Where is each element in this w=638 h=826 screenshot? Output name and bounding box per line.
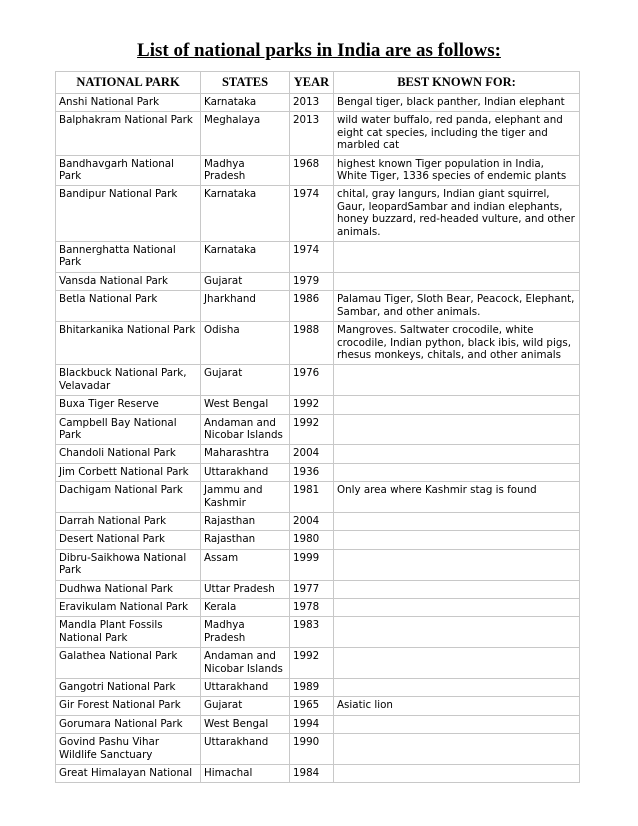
- park-state: Jharkhand: [201, 291, 290, 322]
- park-known-for: wild water buffalo, red panda, elephant and eight cat species, including the tiger and marbled cat: [334, 112, 580, 155]
- park-state: Kerala: [201, 599, 290, 617]
- park-state: Andaman and Nicobar Islands: [201, 414, 290, 445]
- table-row: [56, 186, 580, 242]
- park-known-for: [334, 242, 580, 273]
- park-name: Great Himalayan National: [56, 765, 201, 783]
- park-name: Mandla Plant Fossils National Park: [56, 617, 201, 648]
- park-name: Bhitarkanika National Park: [56, 322, 201, 365]
- park-name: Dachigam National Park: [56, 482, 201, 513]
- park-year: 1968: [290, 155, 334, 186]
- park-name: Gangotri National Park: [56, 679, 201, 697]
- park-known-for: [334, 512, 580, 530]
- park-name: Gir Forest National Park: [56, 697, 201, 715]
- park-state: Himachal: [201, 765, 290, 783]
- park-year: 2013: [290, 112, 334, 155]
- park-name: Jim Corbett National Park: [56, 463, 201, 481]
- park-known-for: [334, 599, 580, 617]
- park-state: Assam: [201, 549, 290, 580]
- park-state: Uttar Pradesh: [201, 580, 290, 598]
- park-known-for: Palamau Tiger, Sloth Bear, Peacock, Elephant, Sambar, and other animals.: [334, 291, 580, 322]
- park-state: Madhya Pradesh: [201, 155, 290, 186]
- park-name: Blackbuck National Park, Velavadar: [56, 365, 201, 396]
- park-name: Buxa Tiger Reserve: [56, 396, 201, 414]
- park-known-for: [334, 531, 580, 549]
- park-name: Campbell Bay National Park: [56, 414, 201, 445]
- table-row: [56, 697, 580, 715]
- park-known-for: [334, 715, 580, 733]
- park-state: West Bengal: [201, 715, 290, 733]
- park-known-for: [334, 765, 580, 783]
- table-row: [56, 715, 580, 733]
- park-year: 1936: [290, 463, 334, 481]
- park-known-for: Only area where Kashmir stag is found: [334, 482, 580, 513]
- header-states: STATES: [201, 72, 290, 94]
- park-year: 1992: [290, 648, 334, 679]
- park-name: Desert National Park: [56, 531, 201, 549]
- park-state: Karnataka: [201, 94, 290, 112]
- park-name: Balphakram National Park: [56, 112, 201, 155]
- park-known-for: [334, 734, 580, 765]
- page-title: List of national parks in India are as follows:: [137, 40, 501, 61]
- table-row: [56, 679, 580, 697]
- table-row: [56, 482, 580, 513]
- park-state: West Bengal: [201, 396, 290, 414]
- national-parks-table: [55, 71, 580, 783]
- park-name: Betla National Park: [56, 291, 201, 322]
- park-state: Odisha: [201, 322, 290, 365]
- park-name: Bandhavgarh National Park: [56, 155, 201, 186]
- park-year: 1983: [290, 617, 334, 648]
- park-known-for: Asiatic lion: [334, 697, 580, 715]
- park-name: Bandipur National Park: [56, 186, 201, 242]
- park-year: 1994: [290, 715, 334, 733]
- park-known-for: [334, 580, 580, 598]
- table-row: [56, 242, 580, 273]
- park-known-for: [334, 272, 580, 290]
- park-known-for: [334, 445, 580, 463]
- park-name: Dudhwa National Park: [56, 580, 201, 598]
- park-known-for: [334, 648, 580, 679]
- table-row: [56, 94, 580, 112]
- park-state: Meghalaya: [201, 112, 290, 155]
- park-year: 1978: [290, 599, 334, 617]
- park-state: Jammu and Kashmir: [201, 482, 290, 513]
- park-year: 1992: [290, 414, 334, 445]
- table-row: [56, 463, 580, 481]
- table-header-row: [56, 72, 580, 94]
- park-state: Andaman and Nicobar Islands: [201, 648, 290, 679]
- table-row: [56, 617, 580, 648]
- table-row: [56, 365, 580, 396]
- park-state: Uttarakhand: [201, 679, 290, 697]
- table-row: [56, 549, 580, 580]
- header-best-known-for: BEST KNOWN FOR:: [334, 72, 580, 94]
- park-year: 2004: [290, 445, 334, 463]
- park-state: Madhya Pradesh: [201, 617, 290, 648]
- park-state: Uttarakhand: [201, 463, 290, 481]
- park-known-for: Mangroves. Saltwater crocodile, white crocodile, Indian python, black ibis, wild pigs, rhesus monkeys, chitals, and other animals: [334, 322, 580, 365]
- park-year: 1984: [290, 765, 334, 783]
- park-state: Gujarat: [201, 272, 290, 290]
- park-known-for: [334, 365, 580, 396]
- park-year: 1974: [290, 186, 334, 242]
- park-year: 1999: [290, 549, 334, 580]
- park-name: Anshi National Park: [56, 94, 201, 112]
- park-name: Darrah National Park: [56, 512, 201, 530]
- park-state: Gujarat: [201, 697, 290, 715]
- park-known-for: [334, 617, 580, 648]
- park-known-for: [334, 549, 580, 580]
- table-row: [56, 765, 580, 783]
- park-year: 1965: [290, 697, 334, 715]
- park-known-for: highest known Tiger population in India, White Tiger, 1336 species of endemic plants: [334, 155, 580, 186]
- park-name: Eravikulam National Park: [56, 599, 201, 617]
- park-state: Rajasthan: [201, 531, 290, 549]
- header-year: YEAR: [290, 72, 334, 94]
- park-name: Dibru-Saikhowa National Park: [56, 549, 201, 580]
- park-year: 2004: [290, 512, 334, 530]
- park-year: 1986: [290, 291, 334, 322]
- table-row: [56, 112, 580, 155]
- table-row: [56, 734, 580, 765]
- park-state: Karnataka: [201, 242, 290, 273]
- park-known-for: [334, 679, 580, 697]
- park-name: Govind Pashu Vihar Wildlife Sanctuary: [56, 734, 201, 765]
- park-state: Maharashtra: [201, 445, 290, 463]
- table-row: [56, 155, 580, 186]
- park-name: Galathea National Park: [56, 648, 201, 679]
- park-state: Gujarat: [201, 365, 290, 396]
- table-row: [56, 396, 580, 414]
- park-name: Gorumara National Park: [56, 715, 201, 733]
- park-state: Rajasthan: [201, 512, 290, 530]
- park-year: 1977: [290, 580, 334, 598]
- park-known-for: Bengal tiger, black panther, Indian elephant: [334, 94, 580, 112]
- park-name: Bannerghatta National Park: [56, 242, 201, 273]
- park-state: Karnataka: [201, 186, 290, 242]
- table-row: [56, 648, 580, 679]
- park-known-for: [334, 463, 580, 481]
- table-row: [56, 512, 580, 530]
- park-year: 1992: [290, 396, 334, 414]
- table-row: [56, 322, 580, 365]
- park-known-for: chital, gray langurs, Indian giant squirrel, Gaur, leopardSambar and indian elephants, honey buzzard, red-headed vulture, and other animals.: [334, 186, 580, 242]
- park-name: Chandoli National Park: [56, 445, 201, 463]
- park-known-for: [334, 414, 580, 445]
- park-year: 1981: [290, 482, 334, 513]
- table-row: [56, 272, 580, 290]
- table-row: [56, 580, 580, 598]
- park-year: 1974: [290, 242, 334, 273]
- park-year: 1980: [290, 531, 334, 549]
- table-row: [56, 531, 580, 549]
- park-year: 1989: [290, 679, 334, 697]
- header-national-park: NATIONAL PARK: [56, 72, 201, 94]
- table-row: [56, 445, 580, 463]
- park-year: 2013: [290, 94, 334, 112]
- table-row: [56, 291, 580, 322]
- park-state: Uttarakhand: [201, 734, 290, 765]
- park-year: 1976: [290, 365, 334, 396]
- table-row: [56, 599, 580, 617]
- park-year: 1990: [290, 734, 334, 765]
- park-name: Vansda National Park: [56, 272, 201, 290]
- park-year: 1988: [290, 322, 334, 365]
- park-year: 1979: [290, 272, 334, 290]
- table-row: [56, 414, 580, 445]
- park-known-for: [334, 396, 580, 414]
